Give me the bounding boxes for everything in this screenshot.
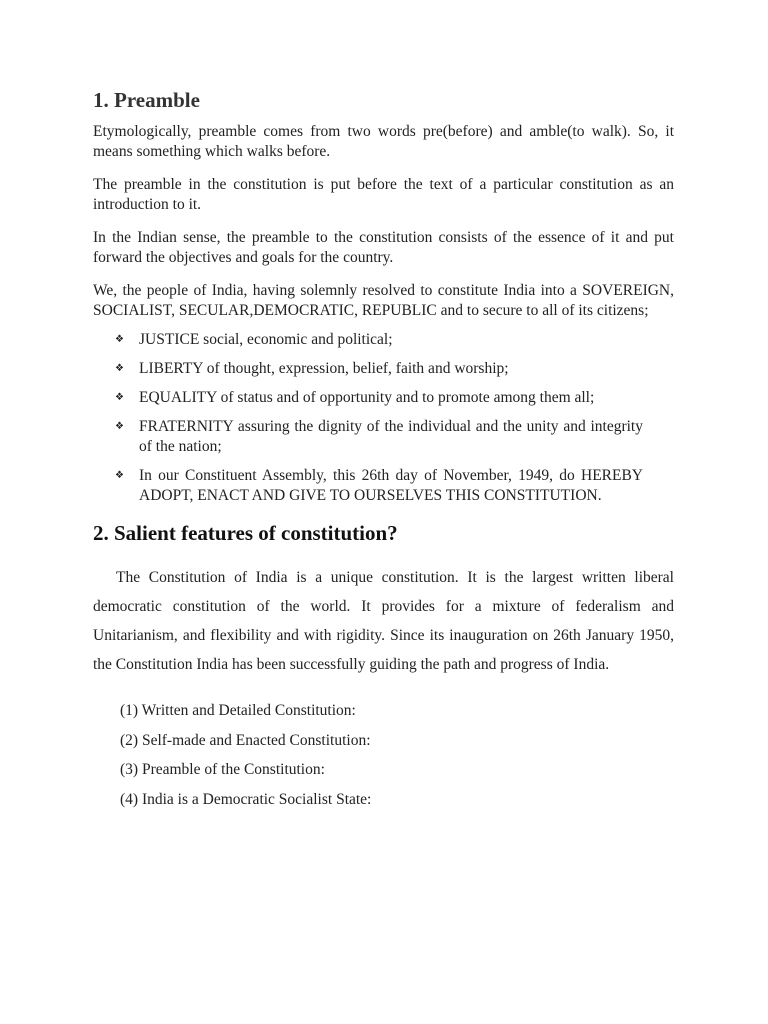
- diamond-bullet-icon: ❖: [115, 470, 124, 481]
- diamond-bullet-icon: ❖: [115, 334, 124, 345]
- list-item: [93, 330, 643, 350]
- features-list: [93, 696, 674, 814]
- paragraph-constitution-overview: The Constitution of India is a unique constitution. It is the largest written liberal democratic constitution of the world. It provides for a mixture of federalism and Unitarianism, and flexibility and with rigidity. Since its inauguration on 26th January 1950, the Constitution India has been successfully guiding the path and progress of India.: [93, 569, 674, 673]
- list-item: [93, 417, 643, 457]
- section-heading-salient-features: 2. Salient features of constitution?: [93, 521, 398, 545]
- diamond-bullet-icon: ❖: [115, 392, 124, 403]
- preamble-bullet-list: [93, 330, 674, 506]
- diamond-bullet-icon: ❖: [115, 421, 124, 432]
- list-item: (2) Self-made and Enacted Constitution:: [120, 731, 371, 749]
- list-item-text: EQUALITY of status and of opportunity and to promote among them all;: [139, 389, 595, 406]
- paragraph-etymology: Etymologically, preamble comes from two words pre(before) and amble(to walk). So, it means something which walks before.: [93, 123, 674, 160]
- list-item: [93, 359, 643, 379]
- section-heading-preamble: 1. Preamble: [93, 88, 200, 112]
- list-item: (1) Written and Detailed Constitution:: [120, 702, 356, 719]
- list-item: (4) India is a Democratic Socialist State:: [120, 790, 372, 808]
- list-item-text: FRATERNITY assuring the dignity of the individual and the unity and integrity of the nation;: [139, 418, 643, 455]
- paragraph-indian-sense: In the Indian sense, the preamble to the constitution consists of the essence of it and put forward the objectives and goals for the country.: [93, 229, 674, 266]
- list-item-text: LIBERTY of thought, expression, belief, faith and worship;: [139, 360, 509, 377]
- list-item-text: JUSTICE social, economic and political;: [139, 331, 393, 348]
- document-content: [93, 84, 674, 814]
- paragraph-introduction: The preamble in the constitution is put before the text of a particular constitution as an introduction to it.: [93, 176, 674, 213]
- list-item-text: In our Constituent Assembly, this 26th day of November, 1949, do HEREBY ADOPT, ENACT AND GIVE TO OURSELVES THIS CONSTITUTION.: [139, 467, 643, 504]
- diamond-bullet-icon: ❖: [115, 363, 124, 374]
- list-item: (3) Preamble of the Constitution:: [120, 761, 325, 778]
- list-item: [93, 388, 643, 408]
- list-item: [93, 466, 643, 506]
- paragraph-we-the-people: We, the people of India, having solemnly resolved to constitute India into a SOVEREIGN, SOCIALIST, SECULAR,DEMOCRATIC, REPUBLIC and to secure to all of its citizens;: [93, 282, 674, 319]
